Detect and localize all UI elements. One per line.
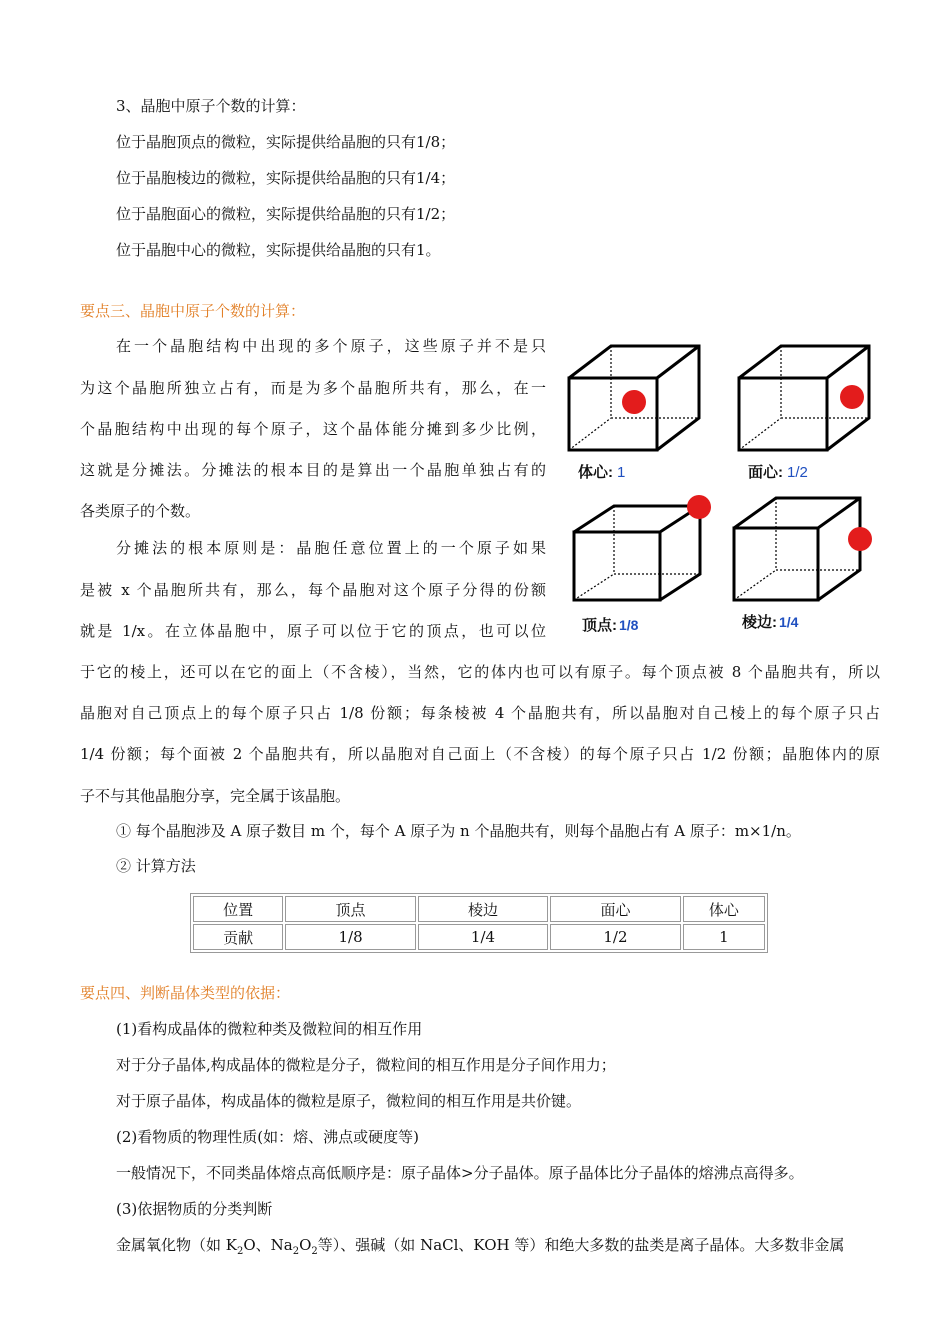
- point3-para1-line3: 个晶胞结构中出现的每个原子，这个晶体能分摊到多少比例，: [80, 420, 546, 438]
- cube-face-center-label: 面心: 1/2: [748, 464, 808, 481]
- cube-edge-label: 棱边: 1/4: [742, 614, 799, 631]
- point4-line7: 金属氧化物（如 $K_2O$、$Na_2O_2$等）、强碱（如 NaCl、KOH 等）和绝大多数的盐类是离子晶体。大多数非金属: [116, 1236, 845, 1257]
- table-header-cell: 面心: [550, 896, 680, 922]
- table-cell: 贡献: [193, 924, 283, 950]
- point3-para2-line3: 就是 1/x。在立体晶胞中，原子可以位于它的顶点，也可以位: [80, 622, 546, 640]
- point4-line6: (3)依据物质的分类判断: [116, 1200, 273, 1218]
- point4-line4: (2)看物质的物理性质(如：熔、沸点或硬度等): [116, 1128, 419, 1146]
- section3-line-face: 位于晶胞面心的微粒，实际提供给晶胞的只有1/2；: [116, 205, 456, 223]
- point4-heading: 要点四、判断晶体类型的依据：: [80, 984, 291, 1002]
- table-header-cell: 位置: [193, 896, 283, 922]
- point3-para2-line4: 于它的棱上，还可以在它的面上（不含棱），当然，它的体内也可以有原子。每个顶点被 8 个晶胞共有，所以: [80, 663, 880, 681]
- cube-edge-figure: [730, 490, 890, 608]
- cube-vertex-label: 顶点: 1/8: [582, 617, 639, 634]
- cube-face-center-figure: [735, 340, 895, 460]
- atom-edge: [848, 527, 872, 551]
- section3-line-center: 位于晶胞中心的微粒，实际提供给晶胞的只有1。: [116, 241, 441, 259]
- contribution-table: [190, 893, 768, 953]
- point3-para1-line1: 在一个晶胞结构中出现的多个原子，这些原子并不是只: [116, 337, 546, 355]
- table-row: [193, 924, 765, 950]
- point4-line2: 对于分子晶体,构成晶体的微粒是分子，微粒间的相互作用是分子间作用力；: [116, 1056, 616, 1074]
- cube-body-center-figure: [565, 340, 725, 460]
- section3-line-vertex: 位于晶胞顶点的微粒，实际提供给晶胞的只有1/8；: [116, 133, 456, 151]
- point4-line3: 对于原子晶体，构成晶体的微粒是原子，微粒间的相互作用是共价键。: [116, 1092, 582, 1110]
- atom-face-center: [840, 385, 864, 409]
- point3-para1-line2: 为这个晶胞所独立占有，而是为多个晶胞所共有，那么，在一: [80, 379, 546, 397]
- atom-vertex: [687, 495, 711, 519]
- atom-body-center: [622, 390, 646, 414]
- table-header-cell: 顶点: [285, 896, 415, 922]
- point3-para1-line4: 这就是分摊法。分摊法的根本目的是算出一个晶胞单独占有的: [80, 461, 546, 479]
- cube-vertex-figure: [568, 490, 718, 608]
- point3-para2-line5: 晶胞对自己顶点上的每个原子只占 1/8 份额；每条棱被 4 个晶胞共有，所以晶胞对自己棱上的每个原子只占: [80, 704, 880, 722]
- section3-title: 3、晶胞中原子个数的计算：: [116, 97, 306, 115]
- point3-heading: 要点三、晶胞中原子个数的计算：: [80, 302, 306, 320]
- point3-item1: ① 每个晶胞涉及 A 原子数目 m 个，每个 A 原子为 n 个晶胞共有，则每个晶胞占有 A 原子：m×1/n。: [116, 822, 801, 840]
- point4-line1: (1)看构成晶体的微粒种类及微粒间的相互作用: [116, 1020, 423, 1038]
- point4-line5: 一般情况下，不同类晶体熔点高低顺序是：原子晶体>分子晶体。原子晶体比分子晶体的熔沸点高得多。: [116, 1164, 804, 1182]
- table-cell: 1/4: [418, 924, 548, 950]
- cube-body-center-label: 体心: 1: [578, 464, 626, 481]
- point3-para2-line1: 分摊法的根本原则是：晶胞任意位置上的一个原子如果: [116, 539, 546, 557]
- point3-item2: ② 计算方法: [116, 857, 196, 875]
- point3-para2-line2: 是被 x 个晶胞所共有，那么，每个晶胞对这个原子分得的份额: [80, 581, 546, 599]
- point3-para1-line5: 各类原子的个数。: [80, 502, 201, 520]
- section3-line-edge: 位于晶胞棱边的微粒，实际提供给晶胞的只有1/4；: [116, 169, 456, 187]
- table-header-cell: 棱边: [418, 896, 548, 922]
- point3-para2-line7: 子不与其他晶胞分享，完全属于该晶胞。: [80, 787, 351, 805]
- table-header-row: [193, 896, 765, 922]
- point3-para2-line6: 1/4 份额；每个面被 2 个晶胞共有，所以晶胞对自己面上（不含棱）的每个原子只占 1/2 份额；晶胞体内的原: [80, 745, 880, 763]
- table-cell: 1: [683, 924, 765, 950]
- table-header-cell: 体心: [683, 896, 765, 922]
- table-cell: 1/8: [285, 924, 415, 950]
- table-cell: 1/2: [550, 924, 680, 950]
